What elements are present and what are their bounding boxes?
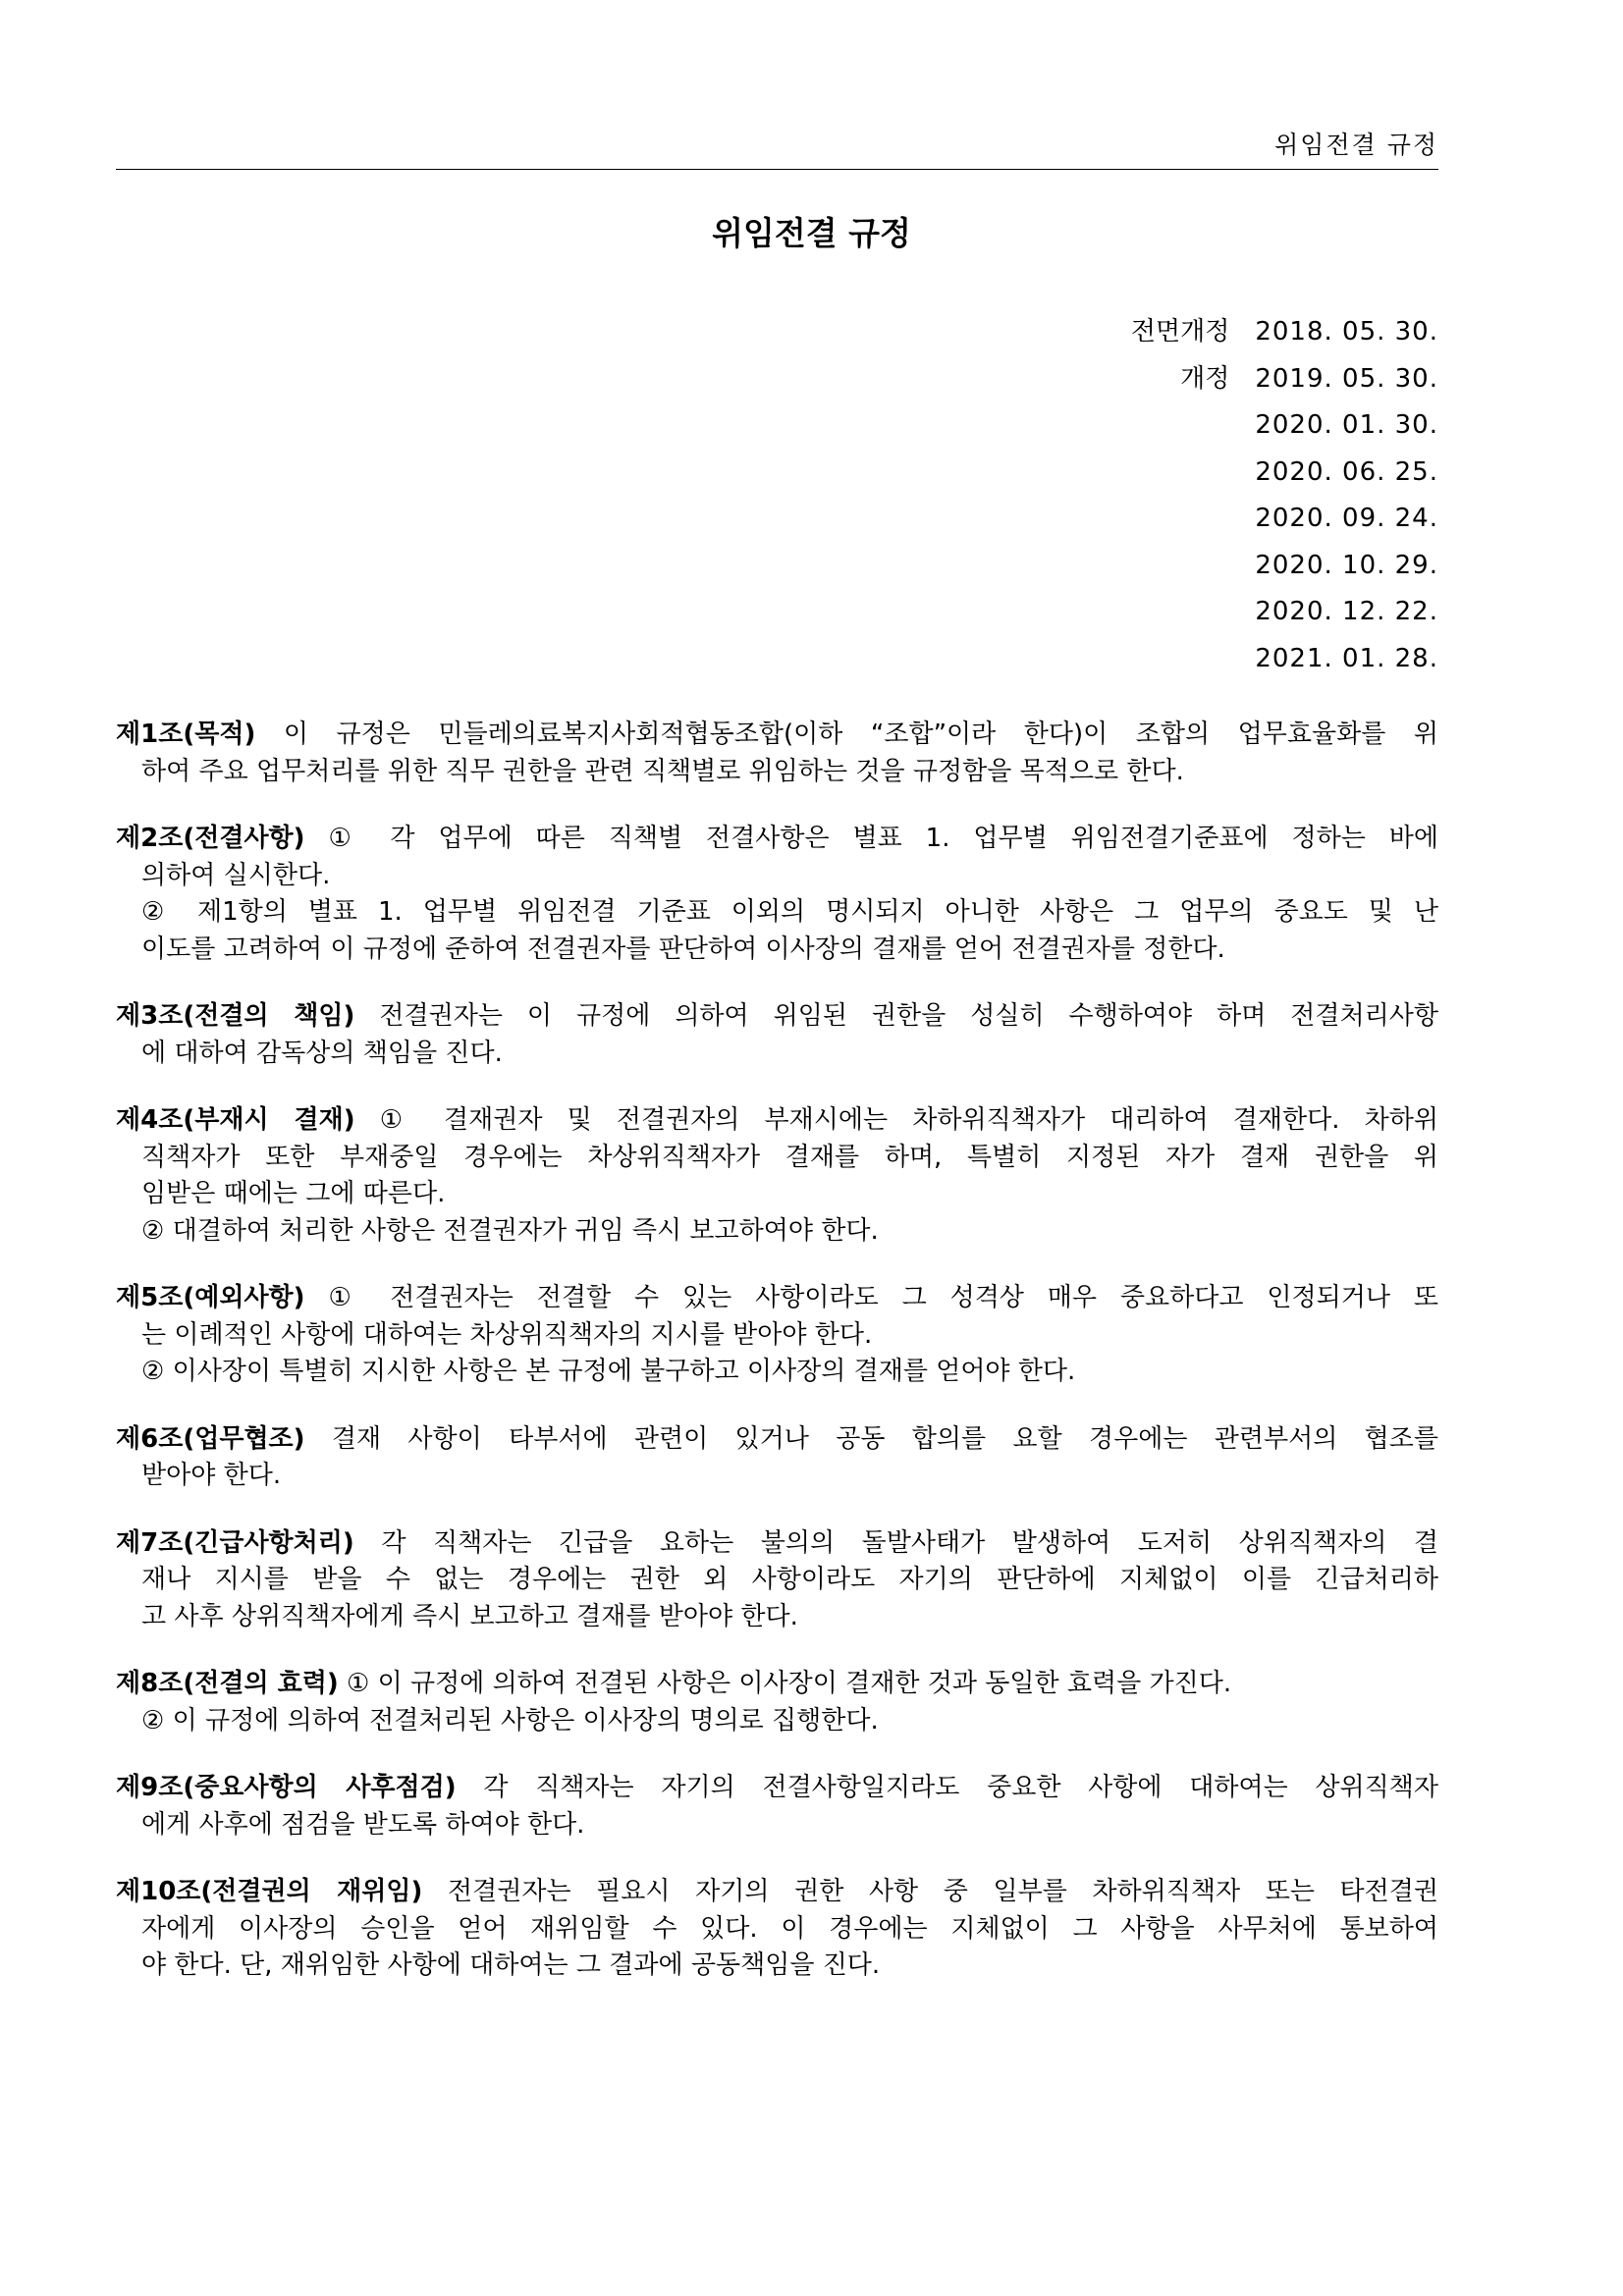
revision-row <box>1131 636 1438 683</box>
revision-row <box>1131 356 1438 403</box>
article-line: 야 한다. 단, 재위임한 사항에 대하여는 그 결과에 공동책임을 진다. <box>141 1950 881 1980</box>
article-line: 하여 주요 업무처리를 위한 직무 권한을 관련 직책별로 위임하는 것을 규정함을 목적으로 한다. <box>141 756 1184 786</box>
article-line <box>116 1874 1438 1911</box>
article-line <box>116 1421 1438 1459</box>
article-1 <box>116 717 1438 790</box>
article-line <box>116 1102 1438 1140</box>
article-line: 받아야 한다. <box>141 1461 282 1490</box>
article-7 <box>116 1525 1438 1636</box>
revision-row <box>1131 309 1438 356</box>
article-text: ① 결재권자 및 전결권자의 부재시에는 차하위직책자가 대리하여 결재한다. 차하위 <box>354 1105 1438 1135</box>
article-list <box>116 717 1438 2015</box>
article-line: 직책자가 또한 부재중일 경우에는 차상위직책자가 결재를 하며, 특별히 지정된 자가 결재 권한을 위 <box>141 1142 1438 1172</box>
article-heading: 제6조(업무협조) <box>116 1423 305 1454</box>
article-heading: 제4조(부재시 결재) <box>116 1105 355 1135</box>
revision-label <box>1131 543 1255 590</box>
revision-label: 개정 <box>1180 363 1230 394</box>
article-text: 각 직책자는 자기의 전결사항일지라도 중요한 사항에 대하여는 상위직책자 <box>456 1773 1438 1802</box>
article-text: 결재 사항이 타부서에 관련이 있거나 공동 합의를 요할 경우에는 관련부서의 협조를 <box>304 1423 1438 1454</box>
article-line <box>116 1525 1438 1563</box>
revision-date: 2020. 06. 25. <box>1255 456 1438 487</box>
article-line: ② 이 규정에 의하여 전결처리된 사항은 이사장의 명의로 집행한다. <box>141 1705 879 1735</box>
article-line: 재나 지시를 받을 수 없는 경우에는 권한 외 사항이라도 자기의 판단하에 지체없이 이를 긴급처리하 <box>141 1565 1438 1594</box>
article-line <box>116 821 1438 858</box>
revision-row <box>1131 589 1438 636</box>
article-heading: 제2조(전결사항) <box>116 824 305 853</box>
article-10 <box>116 1874 1438 1985</box>
revision-label <box>1131 496 1255 543</box>
article-4 <box>116 1102 1438 1250</box>
article-text: 전결권자는 이 규정에 의하여 위임된 권한을 성실히 수행하여야 하며 전결처리사항 <box>354 1001 1438 1031</box>
article-line: 고 사후 상위직책자에게 즉시 보고하고 결재를 받아야 한다. <box>141 1601 798 1631</box>
article-heading: 제8조(전결의 효력) <box>116 1669 339 1698</box>
revision-row <box>1131 496 1438 543</box>
article-line: 자에게 이사장의 승인을 얻어 재위임할 수 있다. 이 경우에는 지체없이 그 사항을 사무처에 통보하여 <box>141 1913 1438 1944</box>
article-6 <box>116 1421 1438 1495</box>
article-line <box>116 998 1438 1036</box>
article-text: 각 직책자는 긴급을 요하는 불의의 돌발사태가 발생하여 도저히 상위직책자의 결 <box>353 1527 1438 1558</box>
revision-row <box>1131 543 1438 590</box>
article-text: 전결권자는 필요시 자기의 권한 사항 중 일부를 차하위직책자 또는 타전결권 <box>422 1877 1439 1906</box>
article-9 <box>116 1770 1438 1843</box>
article-text: 이 규정은 민들레의료복지사회적협동조합(이하 “조합”이라 한다)이 조합의 업무효율화를 위 <box>255 720 1438 749</box>
article-text: ① 이 규정에 의하여 전결된 사항은 이사장이 결재한 것과 동일한 효력을 가진다. <box>338 1669 1232 1698</box>
article-heading: 제9조(중요사항의 사후점검) <box>116 1773 457 1802</box>
article-line: 이도를 고려하여 이 규정에 준하여 전결권자를 판단하여 이사장의 결재를 얻어 전결권자를 정한다. <box>141 934 1225 964</box>
article-line: 에 대하여 감독상의 책임을 진다. <box>141 1038 503 1068</box>
article-line <box>116 1770 1438 1807</box>
revision-label <box>1131 636 1255 683</box>
article-text: ① 전결권자는 전결할 수 있는 사항이라도 그 성격상 매우 중요하다고 인정되거나 또 <box>304 1283 1438 1312</box>
article-8 <box>116 1666 1438 1739</box>
article-line: 의하여 실시한다. <box>141 860 331 890</box>
revision-date: 2020. 01. 30. <box>1255 410 1438 440</box>
revision-row <box>1131 402 1438 450</box>
article-line <box>116 1280 1438 1317</box>
article-2 <box>116 821 1438 968</box>
running-header: 위임전결 규정 <box>1274 131 1438 159</box>
revision-date: 2021. 01. 28. <box>1255 643 1438 673</box>
article-line <box>116 717 1438 754</box>
revision-date: 2019. 05. 30. <box>1255 363 1438 394</box>
article-line: 는 이례적인 사항에 대하여는 차상위직책자의 지시를 받아야 한다. <box>141 1319 873 1350</box>
article-3 <box>116 998 1438 1072</box>
revision-row <box>1131 450 1438 497</box>
article-line <box>116 1666 1438 1703</box>
article-heading: 제3조(전결의 책임) <box>116 1001 355 1031</box>
revision-label <box>1131 589 1255 636</box>
revision-label <box>1131 450 1255 497</box>
article-line: ② 이사장이 특별히 지시한 사항은 본 규정에 불구하고 이사장의 결재를 얻어야 한다. <box>141 1357 1076 1386</box>
article-line: 임받은 때에는 그에 따른다. <box>141 1179 446 1208</box>
revision-date: 2020. 10. 29. <box>1255 550 1438 580</box>
revision-date: 2018. 05. 30. <box>1255 317 1438 347</box>
article-heading: 제1조(목적) <box>116 720 256 749</box>
revision-label <box>1131 402 1255 450</box>
revision-date: 2020. 09. 24. <box>1255 504 1438 533</box>
article-line: ② 대결하여 처리한 사항은 전결권자가 귀임 즉시 보고하여야 한다. <box>141 1215 879 1246</box>
revision-label: 전면개정 <box>1130 317 1230 347</box>
article-heading: 제7조(긴급사항처리) <box>116 1527 354 1558</box>
revision-date: 2020. 12. 22. <box>1255 597 1438 626</box>
document-title: 위임전결 규정 <box>712 214 911 252</box>
article-heading: 제5조(예외사항) <box>116 1283 305 1312</box>
article-line: ② 제1항의 별표 1. 업무별 위임전결 기준표 이외의 명시되지 아니한 사항은 그 업무의 중요도 및 난 <box>141 897 1438 927</box>
article-heading: 제10조(전결권의 재위임) <box>116 1877 423 1906</box>
header-rule <box>116 169 1438 170</box>
article-5 <box>116 1280 1438 1391</box>
revision-history <box>1131 309 1438 682</box>
article-line: 에게 사후에 점검을 받도록 하여야 한다. <box>141 1809 585 1840</box>
article-text: ① 각 업무에 따른 직책별 전결사항은 별표 1. 업무별 위임전결기준표에 정하는 바에 <box>304 824 1438 853</box>
